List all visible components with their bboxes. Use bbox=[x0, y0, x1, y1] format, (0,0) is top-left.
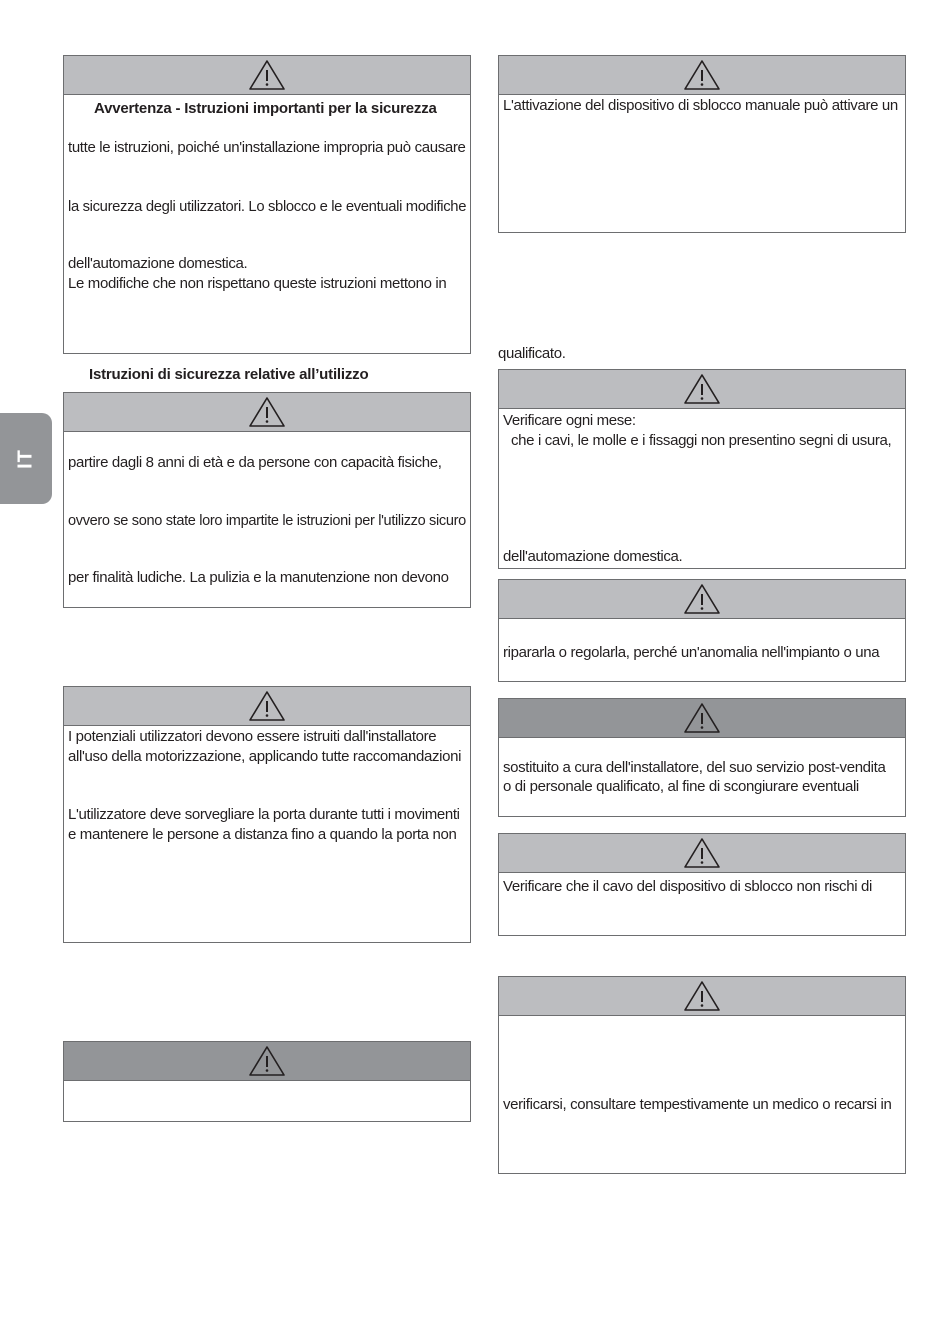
warning-box-empty bbox=[63, 1041, 471, 1122]
warning-box-header bbox=[499, 834, 905, 873]
warning-triangle-icon bbox=[683, 59, 721, 91]
text-line: dell'automazione domestica. bbox=[503, 548, 683, 565]
warning-box-header bbox=[499, 580, 905, 619]
warning-triangle-icon bbox=[248, 1045, 286, 1077]
text-line: per finalità ludiche. La pulizia e la manutenzione non devono bbox=[68, 569, 449, 586]
warning-triangle-icon bbox=[683, 702, 721, 734]
text-line: ripararla o regolarla, perché un'anomalia nell'impianto o una bbox=[503, 644, 880, 661]
text-line: Verificare ogni mese: bbox=[503, 412, 636, 429]
warning-box-header bbox=[499, 977, 905, 1016]
warning-box-header bbox=[64, 56, 470, 95]
warning-triangle-icon bbox=[683, 980, 721, 1012]
continuation-text: qualificato. bbox=[498, 345, 566, 362]
warning-box-replacement bbox=[498, 698, 906, 817]
text-line: I potenziali utilizzatori devono essere istruiti dall'installatore bbox=[68, 728, 437, 745]
warning-triangle-icon bbox=[683, 373, 721, 405]
warning-box-usage bbox=[63, 392, 471, 608]
warning-box-header bbox=[499, 56, 905, 95]
text-line: che i cavi, le molle e i fissaggi non presentino segni di usura, bbox=[511, 432, 892, 449]
text-line: dell'automazione domestica. bbox=[68, 255, 248, 272]
warning-box-header bbox=[64, 1042, 470, 1081]
text-line: L'attivazione del dispositivo di sblocco manuale può attivare un bbox=[503, 97, 898, 114]
warning-triangle-icon bbox=[248, 396, 286, 428]
warning-box-header bbox=[64, 687, 470, 726]
warning-title: Avvertenza - Istruzioni importanti per la sicurezza bbox=[94, 100, 437, 117]
text-line: sostituito a cura dell'installatore, del suo servizio post-vendita bbox=[503, 759, 886, 776]
text-line: Verificare che il cavo del dispositivo di sblocco non rischi di bbox=[503, 878, 872, 895]
text-line: verificarsi, consultare tempestivamente un medico o recarsi in bbox=[503, 1096, 892, 1113]
warning-box-release-cable bbox=[498, 833, 906, 936]
language-tab bbox=[0, 413, 52, 504]
warning-box-header bbox=[499, 370, 905, 409]
warning-box-safety-instructions bbox=[63, 55, 471, 354]
warning-box-users-training bbox=[63, 686, 471, 943]
warning-box-medical bbox=[498, 976, 906, 1174]
text-line: la sicurezza degli utilizzatori. Lo sblocco e le eventuali modifiche bbox=[68, 198, 467, 215]
text-line: Le modifiche che non rispettano queste istruzioni mettono in bbox=[68, 275, 447, 292]
warning-triangle-icon bbox=[683, 837, 721, 869]
warning-box-monthly-check bbox=[498, 369, 906, 569]
text-line: ovvero se sono state loro impartite le istruzioni per l'utilizzo sicuro bbox=[68, 512, 466, 529]
text-line: L'utilizzatore deve sorvegliare la porta durante tutti i movimenti bbox=[68, 806, 460, 823]
warning-triangle-icon bbox=[683, 583, 721, 615]
language-tab-label: IT bbox=[14, 448, 37, 469]
section-heading-usage-safety: Istruzioni di sicurezza relative all’utilizzo bbox=[89, 366, 369, 383]
warning-box-header bbox=[64, 393, 470, 432]
text-line: e mantenere le persone a distanza fino a quando la porta non bbox=[68, 826, 457, 843]
warning-box-header bbox=[499, 699, 905, 738]
text-line: all'uso della motorizzazione, applicando tutte raccomandazioni bbox=[68, 748, 462, 765]
text-line: tutte le istruzioni, poiché un'installazione impropria può causare bbox=[68, 139, 466, 156]
warning-box-manual-release bbox=[498, 55, 906, 233]
warning-triangle-icon bbox=[248, 59, 286, 91]
text-line: o di personale qualificato, al fine di scongiurare eventuali bbox=[503, 778, 859, 795]
text-line: partire dagli 8 anni di età e da persone con capacità fisiche, bbox=[68, 454, 442, 471]
warning-box-repair bbox=[498, 579, 906, 682]
warning-triangle-icon bbox=[248, 690, 286, 722]
